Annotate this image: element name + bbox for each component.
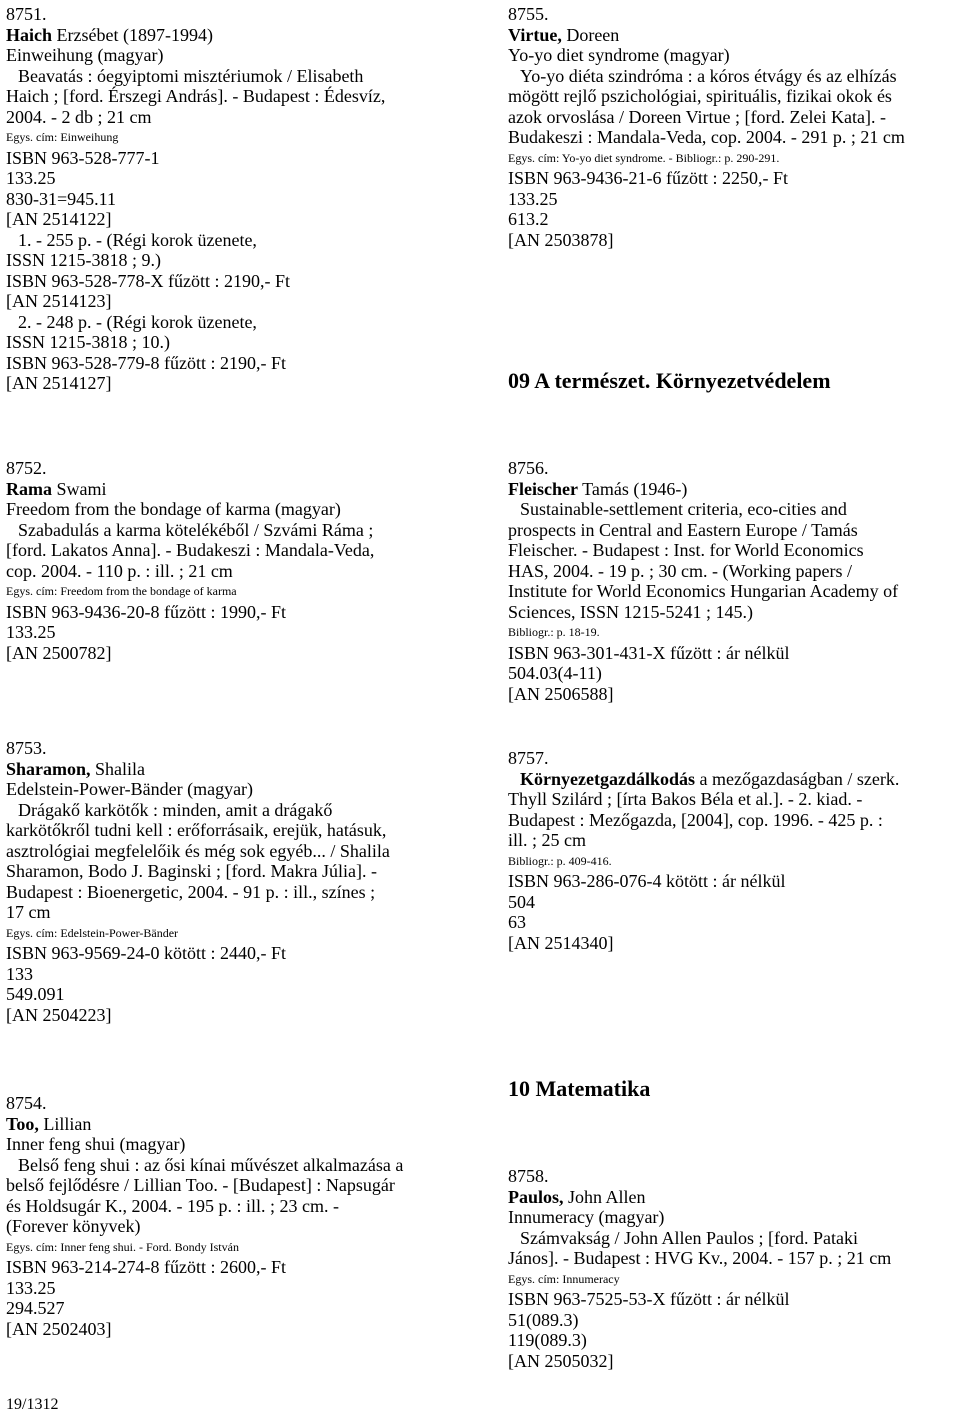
entry-number: 8755. [508,4,549,24]
entry-line: 830-31=945.11 [6,188,116,209]
entry-line: Yo-yo diéta szindróma : a kóros étvágy és az elhízás [520,65,897,86]
entry-line: (Forever könyvek) [6,1216,141,1236]
entry-line: ISBN 963-286-076-4 kötött : ár nélkül [508,871,786,891]
entry-line: ISBN 963-301-431-X fűzött : ár nélkül [508,642,790,663]
entry-line: Egys. cím: Innumeracy [508,1271,620,1286]
entry-author [6,479,456,500]
entry-line: 133.25 [6,1277,56,1298]
entry-line: Sharamon, Bodo J. Baginski ; [ford. Makra Júlia]. - [6,861,377,881]
section-heading-mathematics: 10 Matematika [508,1076,651,1101]
entry-number: 8752. [6,458,47,478]
entry-line: Sustainable-settlement criteria, eco-cities and [520,499,847,519]
entry-line: HAS, 2004. - 19 p. ; 30 cm. - (Working papers / [508,560,853,581]
entry-line: Innumeracy (magyar) [508,1207,665,1227]
entry-line: azok orvoslása / Doreen Virtue ; [ford. Zelei Kata]. - [508,106,886,127]
entry-heading-rest: John Allen [563,1186,646,1207]
entry-heading-word: Haich [6,24,53,45]
entry-line: [ford. Lakatos Anna]. - Budakeszi : Mandala-Veda, [6,540,375,560]
entry-8753 [6,738,456,1025]
entry-line: 17 cm [6,902,51,922]
entry-8755 [508,4,958,250]
entry-line: ISBN 963-528-778-X fűzött : 2190,- Ft [6,270,290,291]
entry-author [508,25,958,46]
entry-author [6,1114,456,1135]
entry-line: Fleischer. - Budapest : Inst. for World Economics [508,540,864,560]
entry-line: 133 [6,963,33,984]
entry-8754 [6,1093,456,1339]
entry-line: Belső feng shui : az ősi kínai művészet alkalmazása a [18,1154,404,1175]
entry-line: Beavatás : óegyiptomi misztériumok / Elisabeth [18,65,364,86]
entry-heading-word: Környezetgazdálkodás [520,768,695,789]
entry-line: Sciences, ISSN 1215-5241 ; 145.) [508,601,753,622]
entry-heading-rest: Shalila [90,758,146,779]
entry-line: [AN 2514340] [508,932,614,953]
entry-line: [AN 2505032] [508,1350,614,1371]
entry-line: Budakeszi : Mandala-Veda, cop. 2004. - 291 p. ; 21 cm [508,127,905,147]
entry-line: 549.091 [6,984,65,1004]
entry-line: ISBN 963-9569-24-0 kötött : 2440,- Ft [6,943,287,963]
entry-line: ISBN 963-7525-53-X fűzött : ár nélkül [508,1289,790,1309]
entry-line: ISBN 963-9436-20-8 fűzött : 1990,- Ft [6,601,286,622]
entry-line: [AN 2514123] [6,291,112,311]
entry-line: Institute for World Economics Hungarian Academy of [508,581,899,601]
entry-line: Inner feng shui (magyar) [6,1134,186,1154]
entry-line: 294.527 [6,1298,65,1318]
entry-line: ill. ; 25 cm [508,830,586,850]
entry-line: és Holdsugár K., 2004. - 195 p. : ill. ; 23 cm. - [6,1195,339,1216]
entry-heading-rest: Doreen [561,24,620,45]
entry-heading-word: Too, [6,1113,39,1134]
entry-line: Edelstein-Power-Bänder (magyar) [6,779,254,799]
page-number: 19/1312 [6,1396,59,1413]
entry-line: mögött rejlő pszichológiai, spirituális, fizikai okok és [508,86,892,106]
entry-line: Einweihung (magyar) [6,45,164,65]
entry-line: Drágakő karkötők : minden, amit a drágakő [18,799,333,820]
entry-line: belső fejlődésre / Lillian Too. - [Budapest] : Napsugár [6,1175,395,1195]
entry-line: 613.2 [508,209,549,229]
entry-author [6,25,456,46]
entry-number: 8758. [508,1166,549,1186]
entry-8752 [6,458,456,663]
entry-8756 [508,458,958,704]
entry-line: 51(089.3) [508,1309,579,1330]
entry-line: Egys. cím: Einweihung [6,130,119,144]
entry-line: Számvakság / John Allen Paulos ; [ford. Pataki [520,1227,858,1248]
entry-author [508,769,958,790]
entry-heading-word: Sharamon, [6,758,91,779]
entry-author [6,759,456,780]
entry-line: Egys. cím: Edelstein-Power-Bänder [6,925,179,940]
entry-heading-rest: Swami [52,478,107,499]
entry-line: ISBN 963-214-274-8 fűzött : 2600,- Ft [6,1257,286,1277]
entry-line: Egys. cím: Yo-yo diet syndrome. - Bibliogr.: p. 290-291. [508,150,780,165]
entry-line: Szabadulás a karma kötelékéből / Szvámi Ráma ; [18,519,374,540]
entry-line: [AN 2500782] [6,642,112,663]
entry-line: ISBN 963-528-779-8 fűzött : 2190,- Ft [6,352,286,373]
entry-line: karkötőkről tudni kell : erőforrásaik, erejük, hatásuk, [6,820,387,840]
entry-line: Egys. cím: Freedom from the bondage of karma [6,584,237,598]
entry-line: [AN 2514127] [6,373,112,393]
entry-author [508,1187,958,1208]
entry-line: Bibliogr.: p. 409-416. [508,853,612,868]
entry-line: ISBN 963-528-777-1 [6,147,160,168]
entry-line: prospects in Central and Eastern Europe / Tamás [508,519,858,540]
entry-line: 2. - 248 p. - (Régi korok üzenete, [18,311,257,332]
entry-heading-word: Rama [6,478,52,499]
entry-line: [AN 2504223] [6,1004,112,1025]
entry-heading-rest: Tamás (1946-) [577,478,688,499]
entry-line: ISSN 1215-3818 ; 10.) [6,332,171,352]
entry-line: ISBN 963-9436-21-6 fűzött : 2250,- Ft [508,168,788,188]
entry-heading-rest: Erzsébet (1897-1994) [52,24,213,45]
entry-number: 8757. [508,748,549,768]
entry-line: 504.03(4-11) [508,663,602,683]
entry-8751 [6,4,456,394]
entry-line: János]. - Budapest : HVG Kv., 2004. - 157 p. ; 21 cm [508,1248,892,1268]
entry-line: 504 [508,891,535,912]
entry-heading-rest: Lillian [38,1113,92,1134]
entry-line: Bibliogr.: p. 18-19. [508,625,600,639]
entry-line: 1. - 255 p. - (Régi korok üzenete, [18,229,257,250]
entry-line: 2004. - 2 db ; 21 cm [6,106,152,127]
entry-heading-word: Paulos, [508,1186,564,1207]
entry-number: 8753. [6,738,47,758]
entry-line: [AN 2506588] [508,683,614,704]
entry-line: cop. 2004. - 110 p. : ill. ; 21 cm [6,560,233,581]
entry-heading-word: Fleischer [508,478,578,499]
entry-number: 8754. [6,1093,47,1113]
entry-line: Freedom from the bondage of karma (magyar) [6,499,341,519]
entry-line: 119(089.3) [508,1330,587,1350]
entry-8757 [508,748,958,953]
entry-line: Thyll Szilárd ; [írta Bakos Béla et al.]. - 2. kiad. - [508,789,863,809]
entry-number: 8751. [6,4,47,24]
entry-line: 133.25 [6,622,56,642]
entry-line: 133.25 [6,168,56,188]
entry-heading-rest: a mezőgazdaságban / szerk. [695,768,900,789]
entry-number: 8756. [508,458,549,478]
entry-line: Budapest : Bioenergetic, 2004. - 91 p. : ill., színes ; [6,881,376,902]
entry-line: Haich ; [ford. Érszegi András]. - Budapest : Édesvíz, [6,86,386,106]
entry-line: asztrológiai megfelelőik és még sok egyéb... / Shalila [6,840,390,861]
entry-author [508,479,958,500]
section-heading-natural-environment: 09 A természet. Környezetvédelem [508,368,831,393]
entry-heading-word: Virtue, [508,24,562,45]
entry-line: Yo-yo diet syndrome (magyar) [508,45,730,65]
entry-8758 [508,1166,958,1371]
entry-line: [AN 2514122] [6,209,112,229]
entry-line: Egys. cím: Inner feng shui. - Ford. Bondy István [6,1239,239,1254]
entry-line: ISSN 1215-3818 ; 9.) [6,250,162,270]
entry-line: 133.25 [508,188,558,209]
entry-line: [AN 2502403] [6,1318,112,1339]
entry-line: [AN 2503878] [508,229,614,250]
entry-line: Budapest : Mezőgazda, [2004], cop. 1996. - 425 p. : [508,809,883,830]
entry-line: 63 [508,912,526,932]
